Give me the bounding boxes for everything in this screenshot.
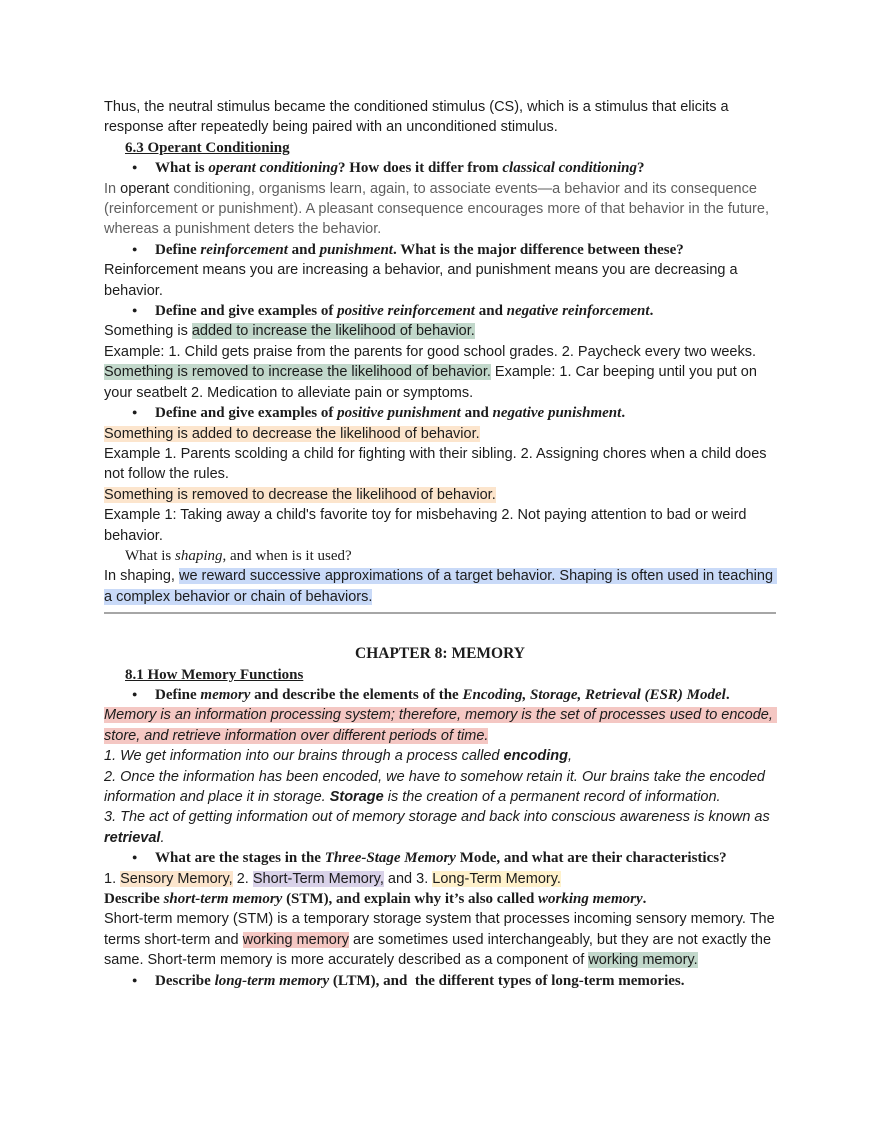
text-run: positive reinforcement [337,303,475,320]
text-run: Define and give examples of [155,303,338,320]
question-long-term-memory [104,971,776,991]
text-run: Something is [104,323,192,340]
text-run: Mode, and what are their characteristics? [455,850,727,867]
text-run: 2. [232,870,253,887]
highlighted-text: Memory is an information processing system; therefore, memory is the set of processes used to encode, store, and retrieve information over different periods of time. [104,707,777,744]
text-run: conditioning, organisms learn, again, to associate events—a behavior and its consequence (reinforcement or punishment). A pleasant consequence encourages more of that behavior in the future, whereas a punishment deters the behavior. [104,180,774,238]
text-run: and [474,303,507,320]
text-run: encoding [503,748,568,765]
answer-negative-reinforcement [104,362,776,403]
text-run: are sometimes used interchangeably, but they are not exactly the same. Short-term memory is more accurately described as a component of [104,931,776,969]
text-run: (LTM), and the different types of long-term memories. [329,972,685,989]
text-run: and [460,405,493,422]
text-run: Thus, the neutral stimulus became the conditioned stimulus (CS), which is a stimulus that elicits a response after repeatedly being paired with an unconditioned stimulus. [104,99,733,136]
text-run: What is [155,160,209,177]
question-reinforcement-punishment [104,240,776,260]
bullet-icon: ● [132,162,138,173]
text-run: Encoding, Storage, Retrieval (ESR) Model [462,686,726,703]
bullet-icon: ● [132,305,138,316]
text-run: negative reinforcement [506,303,650,320]
text-run: . [725,686,730,703]
text-run: , and when is it used? [222,547,352,564]
text-run: ? [636,160,645,177]
question-short-term-memory [104,889,776,909]
bullet-icon: ● [132,688,138,699]
answer-reinforcement-punishment [104,260,776,301]
text-run: punishment [319,241,393,258]
highlighted-text: we reward successive approximations of a target behavior. Shaping is often used in teaching a complex behavior or chain of behaviors. [104,568,778,605]
highlighted-text: working memory [242,931,349,948]
text-run: Define [155,241,201,258]
answer-shaping [104,566,776,607]
highlighted-text: Something is added to decrease the likelihood of behavior. [104,425,480,442]
section-heading-6-3 [104,138,776,158]
text-run: working memory [538,891,643,908]
highlighted-text: Long-Term Memory. [432,870,561,887]
question-define-memory [104,685,776,705]
text-run: operant conditioning [208,160,338,177]
answer-three-stage-memory [104,869,776,889]
text-run: Define [155,686,201,703]
bullet-icon: ● [132,974,138,985]
text-run: reinforcement [200,241,288,258]
text-run: operant [120,180,170,197]
text-run: Storage [329,789,384,805]
section-heading-8-1 [104,665,776,685]
text-run: Example 1. Parents scolding a child for fighting with their sibling. 2. Assigning chores when a child does not follow the rules. [104,445,771,483]
text-run: and [287,241,320,258]
text-run: . [642,891,647,908]
text-run: Short-term memory (STM) is a temporary storage system that processes incoming sensory memory. The terms short-term and [104,911,779,948]
answer-encoding [104,746,776,766]
text-run: 8.1 How Memory Functions [125,666,304,683]
highlighted-text: Something is removed to increase the likelihood of behavior. [104,364,491,381]
text-run: , [567,748,572,765]
text-run: 3. The act of getting information out of memory storage and back into conscious awareness is known as [104,809,774,826]
example-positive-punishment [104,444,776,485]
text-run: CHAPTER 8: MEMORY [355,645,525,663]
text-run: 1. We get information into our brains through a process called [104,748,504,765]
text-run: and 3. [383,870,433,887]
bullet-icon: ● [132,852,138,863]
text-run: 6.3 Operant Conditioning [125,139,290,156]
text-run: Example 1: Taking away a child's favorite toy for misbehaving 2. Not paying attention to bad or weird behavior. [104,507,751,544]
text-run: (STM), and explain why it’s also called [282,891,539,908]
text-run: Example: 1. Child gets praise from the parents for good school grades. 2. Paycheck every two weeks. [104,343,757,360]
highlighted-text: added to increase the likelihood of behavior. [191,323,475,340]
text-run: retrieval [104,829,161,846]
example-negative-punishment [104,505,776,546]
text-run: is the creation of a permanent record of information. [383,789,721,805]
highlighted-text: Something is removed to decrease the likelihood of behavior. [104,486,496,503]
text-run: positive punishment [337,405,461,422]
text-run: Example: 1. Car beeping until you put on your seatbelt 2. Medication to alleviate pain or symptoms. [104,364,761,401]
text-run: . What is the major difference between these? [392,241,684,258]
text-run: . [160,829,165,846]
question-three-stage-memory [104,848,776,868]
text-run: What is [125,547,175,564]
example-positive-reinforcement [104,342,776,362]
answer-operant-conditioning [104,179,776,240]
text-run: . [621,405,626,422]
text-run: . [649,303,654,320]
highlighted-text: working memory. [588,952,698,969]
highlighted-text: Short-Term Memory, [252,870,384,887]
text-run: In [104,180,121,197]
answer-retrieval [104,807,776,848]
text-run: long-term memory [214,972,330,989]
text-run: and describe the elements of the [250,686,463,703]
intro-paragraph [104,97,776,138]
text-run: Reinforcement means you are increasing a behavior, and punishment means you are decreasing a behavior. [104,262,742,299]
text-run: shaping [175,547,223,564]
answer-negative-punishment [104,485,776,505]
spacer [104,614,776,644]
text-run: Describe [104,891,164,908]
text-run: negative punishment [492,405,622,422]
answer-positive-reinforcement [104,321,776,341]
bullet-icon: ● [132,243,138,254]
text-run: short-term memory [163,891,283,908]
chapter-heading [104,644,776,664]
answer-positive-punishment [104,424,776,444]
answer-storage [104,767,776,808]
answer-define-memory [104,705,776,746]
text-run: ? How does it differ from [337,160,503,177]
text-run: 2. Once the information has been encoded, we have to somehow retain it. Our brains take the encoded information and place it in storage. [104,768,769,805]
text-run: What are the stages in the [155,850,325,867]
text-run: memory [200,686,251,703]
text-run: classical conditioning [502,160,637,177]
text-run: Three-Stage Memory [324,850,456,867]
question-positive-negative-reinforcement [104,301,776,321]
question-positive-negative-punishment [104,403,776,423]
highlighted-text: Sensory Memory, [120,870,233,887]
text-run: 1. [104,870,121,887]
bullet-icon: ● [132,407,138,418]
question-shaping [104,546,776,566]
text-run: Define and give examples of [155,405,338,422]
answer-short-term-memory [104,909,779,970]
question-operant-conditioning [104,158,776,178]
text-run: Describe [155,972,215,989]
text-run: In shaping, [104,568,179,585]
